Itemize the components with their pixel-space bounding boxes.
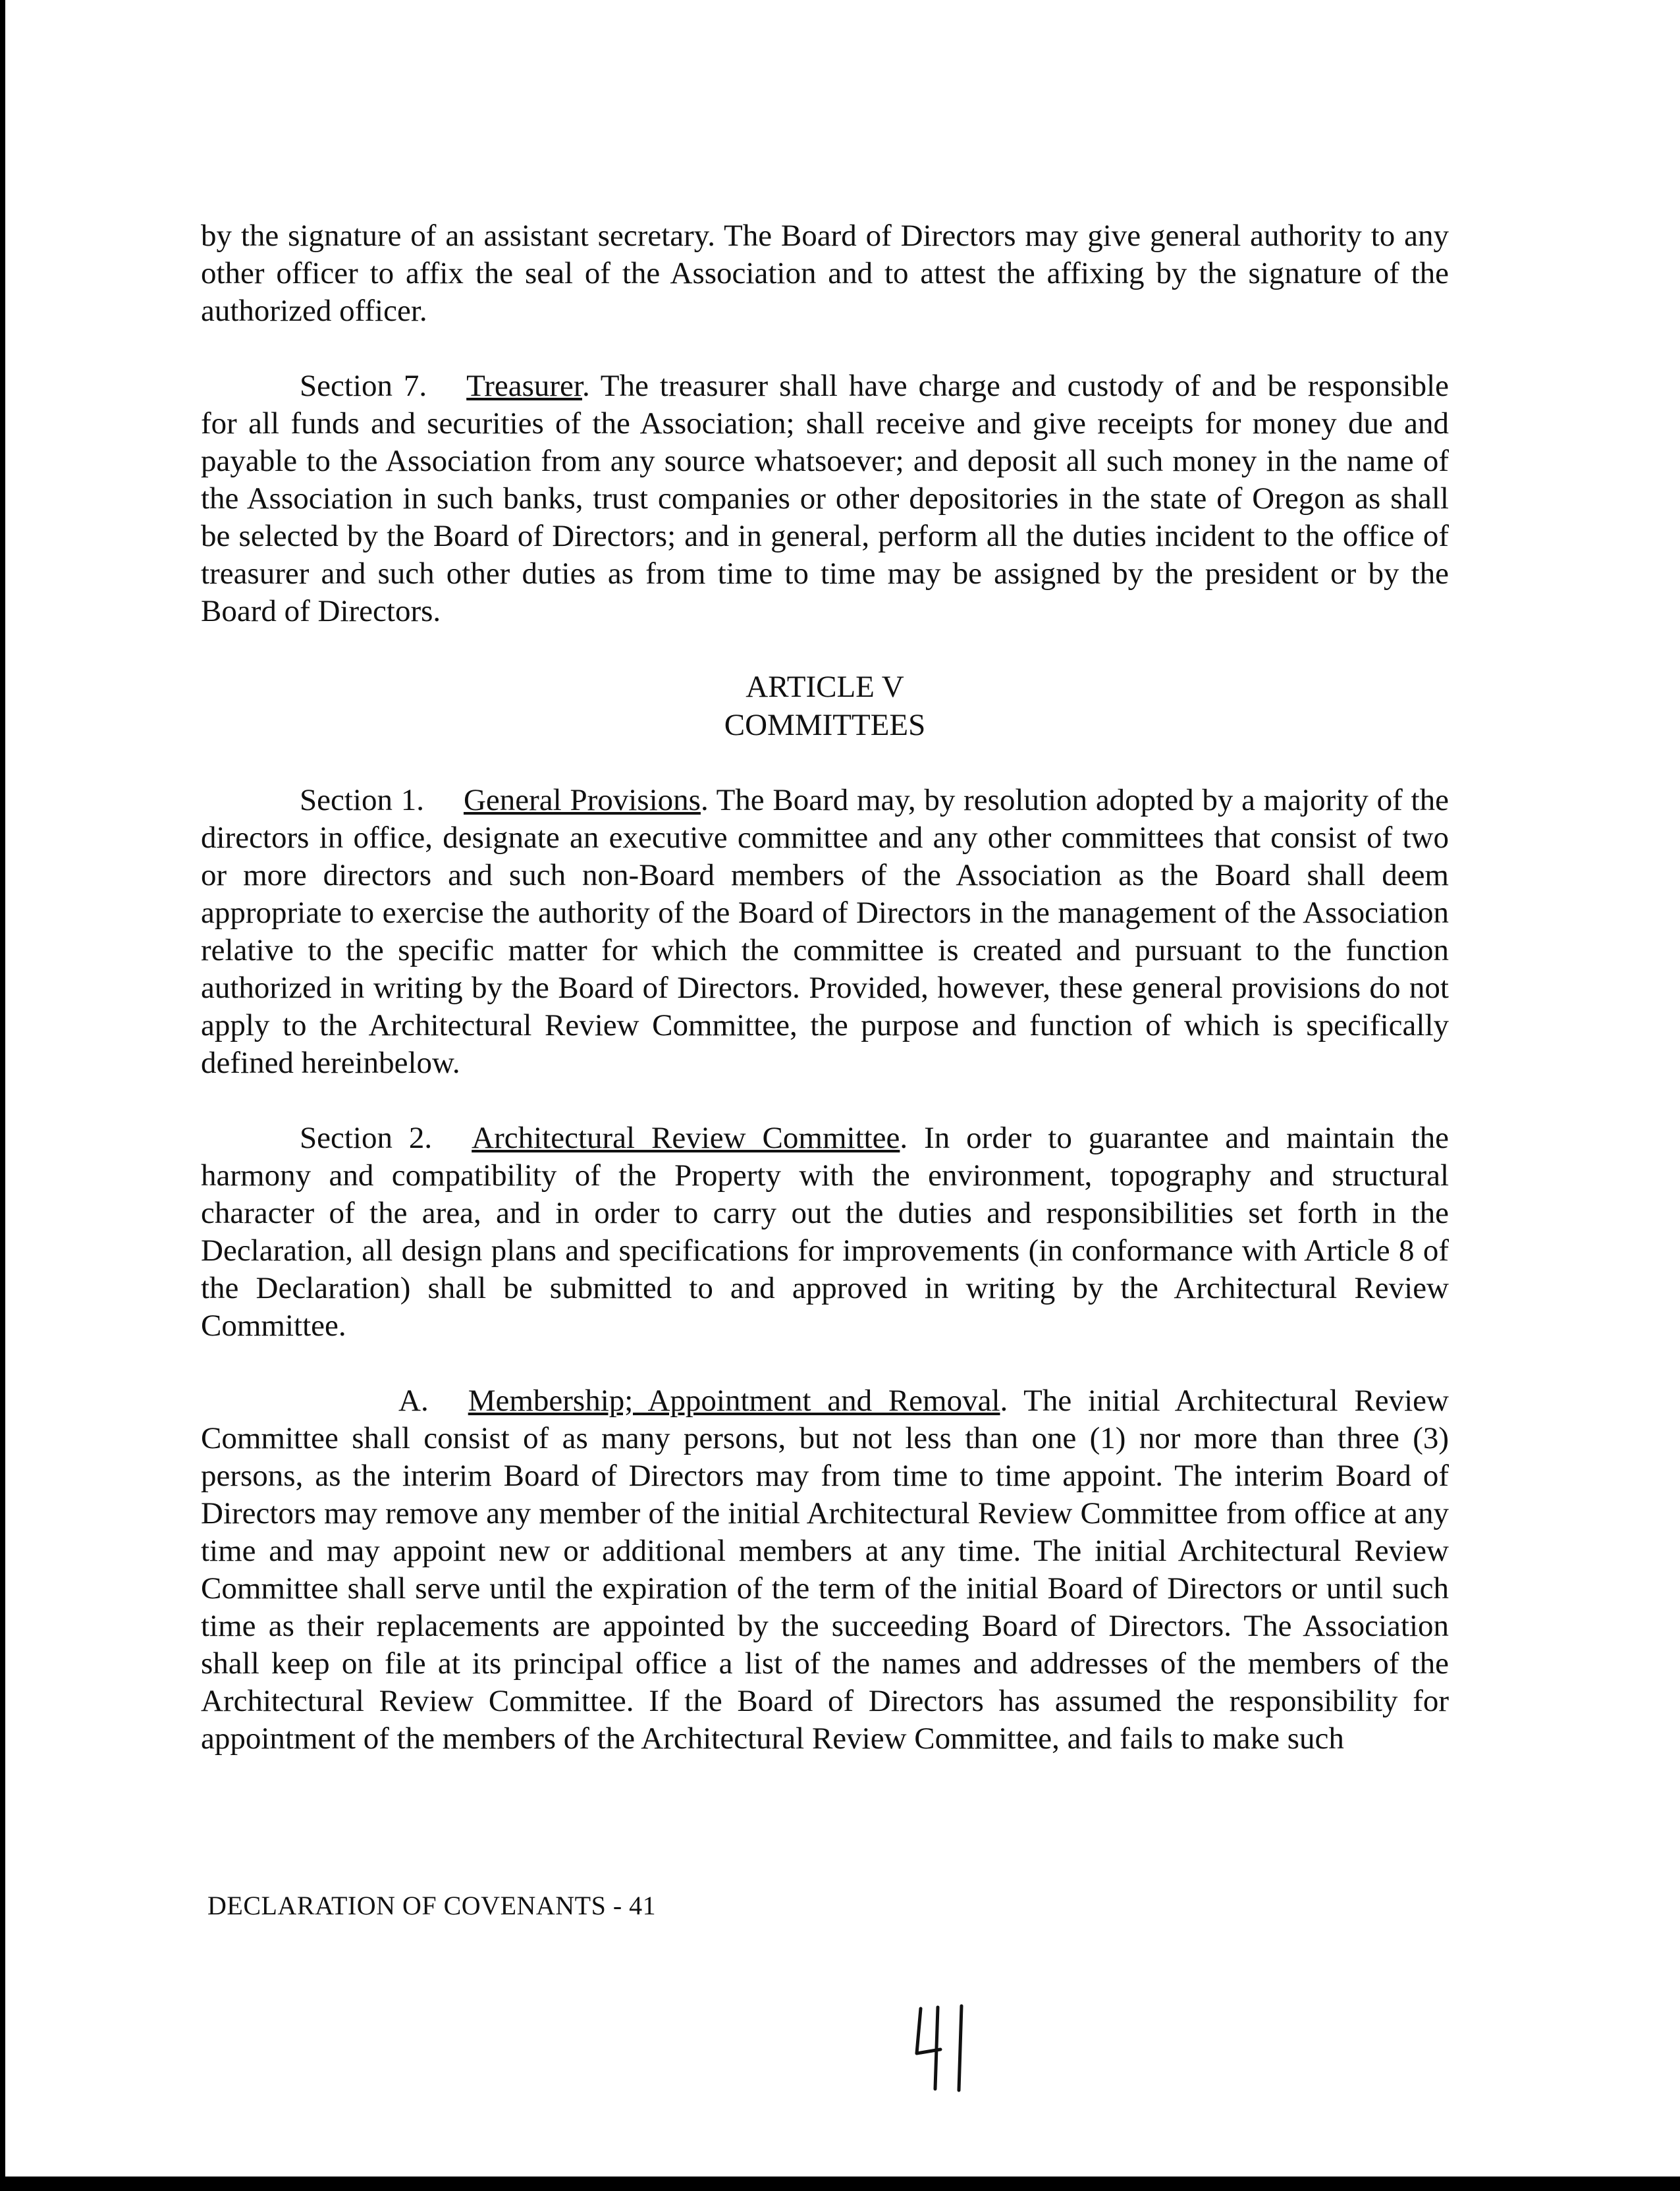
section-7-title: Treasurer — [466, 369, 582, 403]
article-heading — [201, 668, 1449, 744]
page-footer: DECLARATION OF COVENANTS - 41 — [207, 1891, 657, 1920]
handwritten-page-number — [909, 2002, 988, 2094]
section-7-text: . The treasurer shall have charge and custody of and be responsible for all funds and securities of the Association; shall receive and give receipts for money due and payable to the Association from any source whatsoever; and deposit all such money in the name of the Association in such banks, trust companies or other depositories in the state of Oregon as shall be selected by the Board of Directors; and in general, perform all the duties incident to the office of treasurer and such other duties as from time to time may be assigned by the president or by the Board of Directors. — [201, 369, 1449, 628]
section-1-general-provisions — [201, 782, 1449, 1082]
section-2-text: . In order to guarantee and maintain the harmony and compatibility of the Property with the environment, topography and structural character of the area, and in order to carry out the duties and responsibilities set forth in the Declaration, all design plans and specifications for improvements (in conformance with Article 8 of the Declaration) shall be submitted to and approved in writing by the Architectural Review Committee. — [201, 1121, 1449, 1343]
article-title: COMMITTEES — [724, 708, 926, 742]
section-2-title: Architectural Review Committee — [472, 1121, 900, 1155]
subsection-a-text: . The initial Architectural Review Committee shall consist of as many persons, but not less than one (1) nor more than three (3) persons, as the interim Board of Directors may from time to time appoint. The interim Board of Directors may remove any member of the initial Architectural Review Committee from office at any time and may appoint new or additional members at any time. The initial Architectural Review Committee shall serve until the expiration of the term of the initial Board of Directors or until such time as their replacements are appointed by the succeeding Board of Directors. The Association shall keep on file at its principal office a list of the names and addresses of the members of the Architectural Review Committee. If the Board of Directors has assumed the responsibility for appointment of the members of the Architectural Review Committee, and fails to make such — [201, 1384, 1449, 1756]
section-1-title: General Provisions — [463, 783, 701, 817]
section-7-label: Section 7. — [300, 369, 427, 403]
document-page — [201, 217, 1449, 1795]
section-2-label: Section 2. — [300, 1121, 433, 1155]
article-number: ARTICLE V — [745, 670, 904, 704]
subsection-a-membership — [201, 1382, 1449, 1758]
scan-border-bottom — [0, 2177, 1680, 2191]
section-2-architectural-review — [201, 1120, 1449, 1345]
section-1-text: . The Board may, by resolution adopted by a majority of the directors in office, designate an executive committee and any other committees that consist of two or more directors and such non-Board members of the Association as the Board shall deem appropriate to exercise the authority of the Board of Directors in the management of the Association relative to the specific matter for which the committee is created and pursuant to the function authorized in writing by the Board of Directors. Provided, however, these general provisions do not apply to the Architectural Review Committee, the purpose and function of which is specifically defined hereinbelow. — [201, 783, 1449, 1080]
intro-paragraph: by the signature of an assistant secretary. The Board of Directors may give general authority to any other officer to affix the seal of the Association and to attest the affixing by the signature of the authorized officer. — [201, 219, 1449, 328]
section-7-treasurer — [201, 367, 1449, 630]
subsection-a-title: Membership; Appointment and Removal — [468, 1384, 1000, 1418]
scan-border-left — [0, 0, 5, 2191]
subsection-a-label: A. — [398, 1384, 429, 1418]
section-1-label: Section 1. — [300, 783, 424, 817]
